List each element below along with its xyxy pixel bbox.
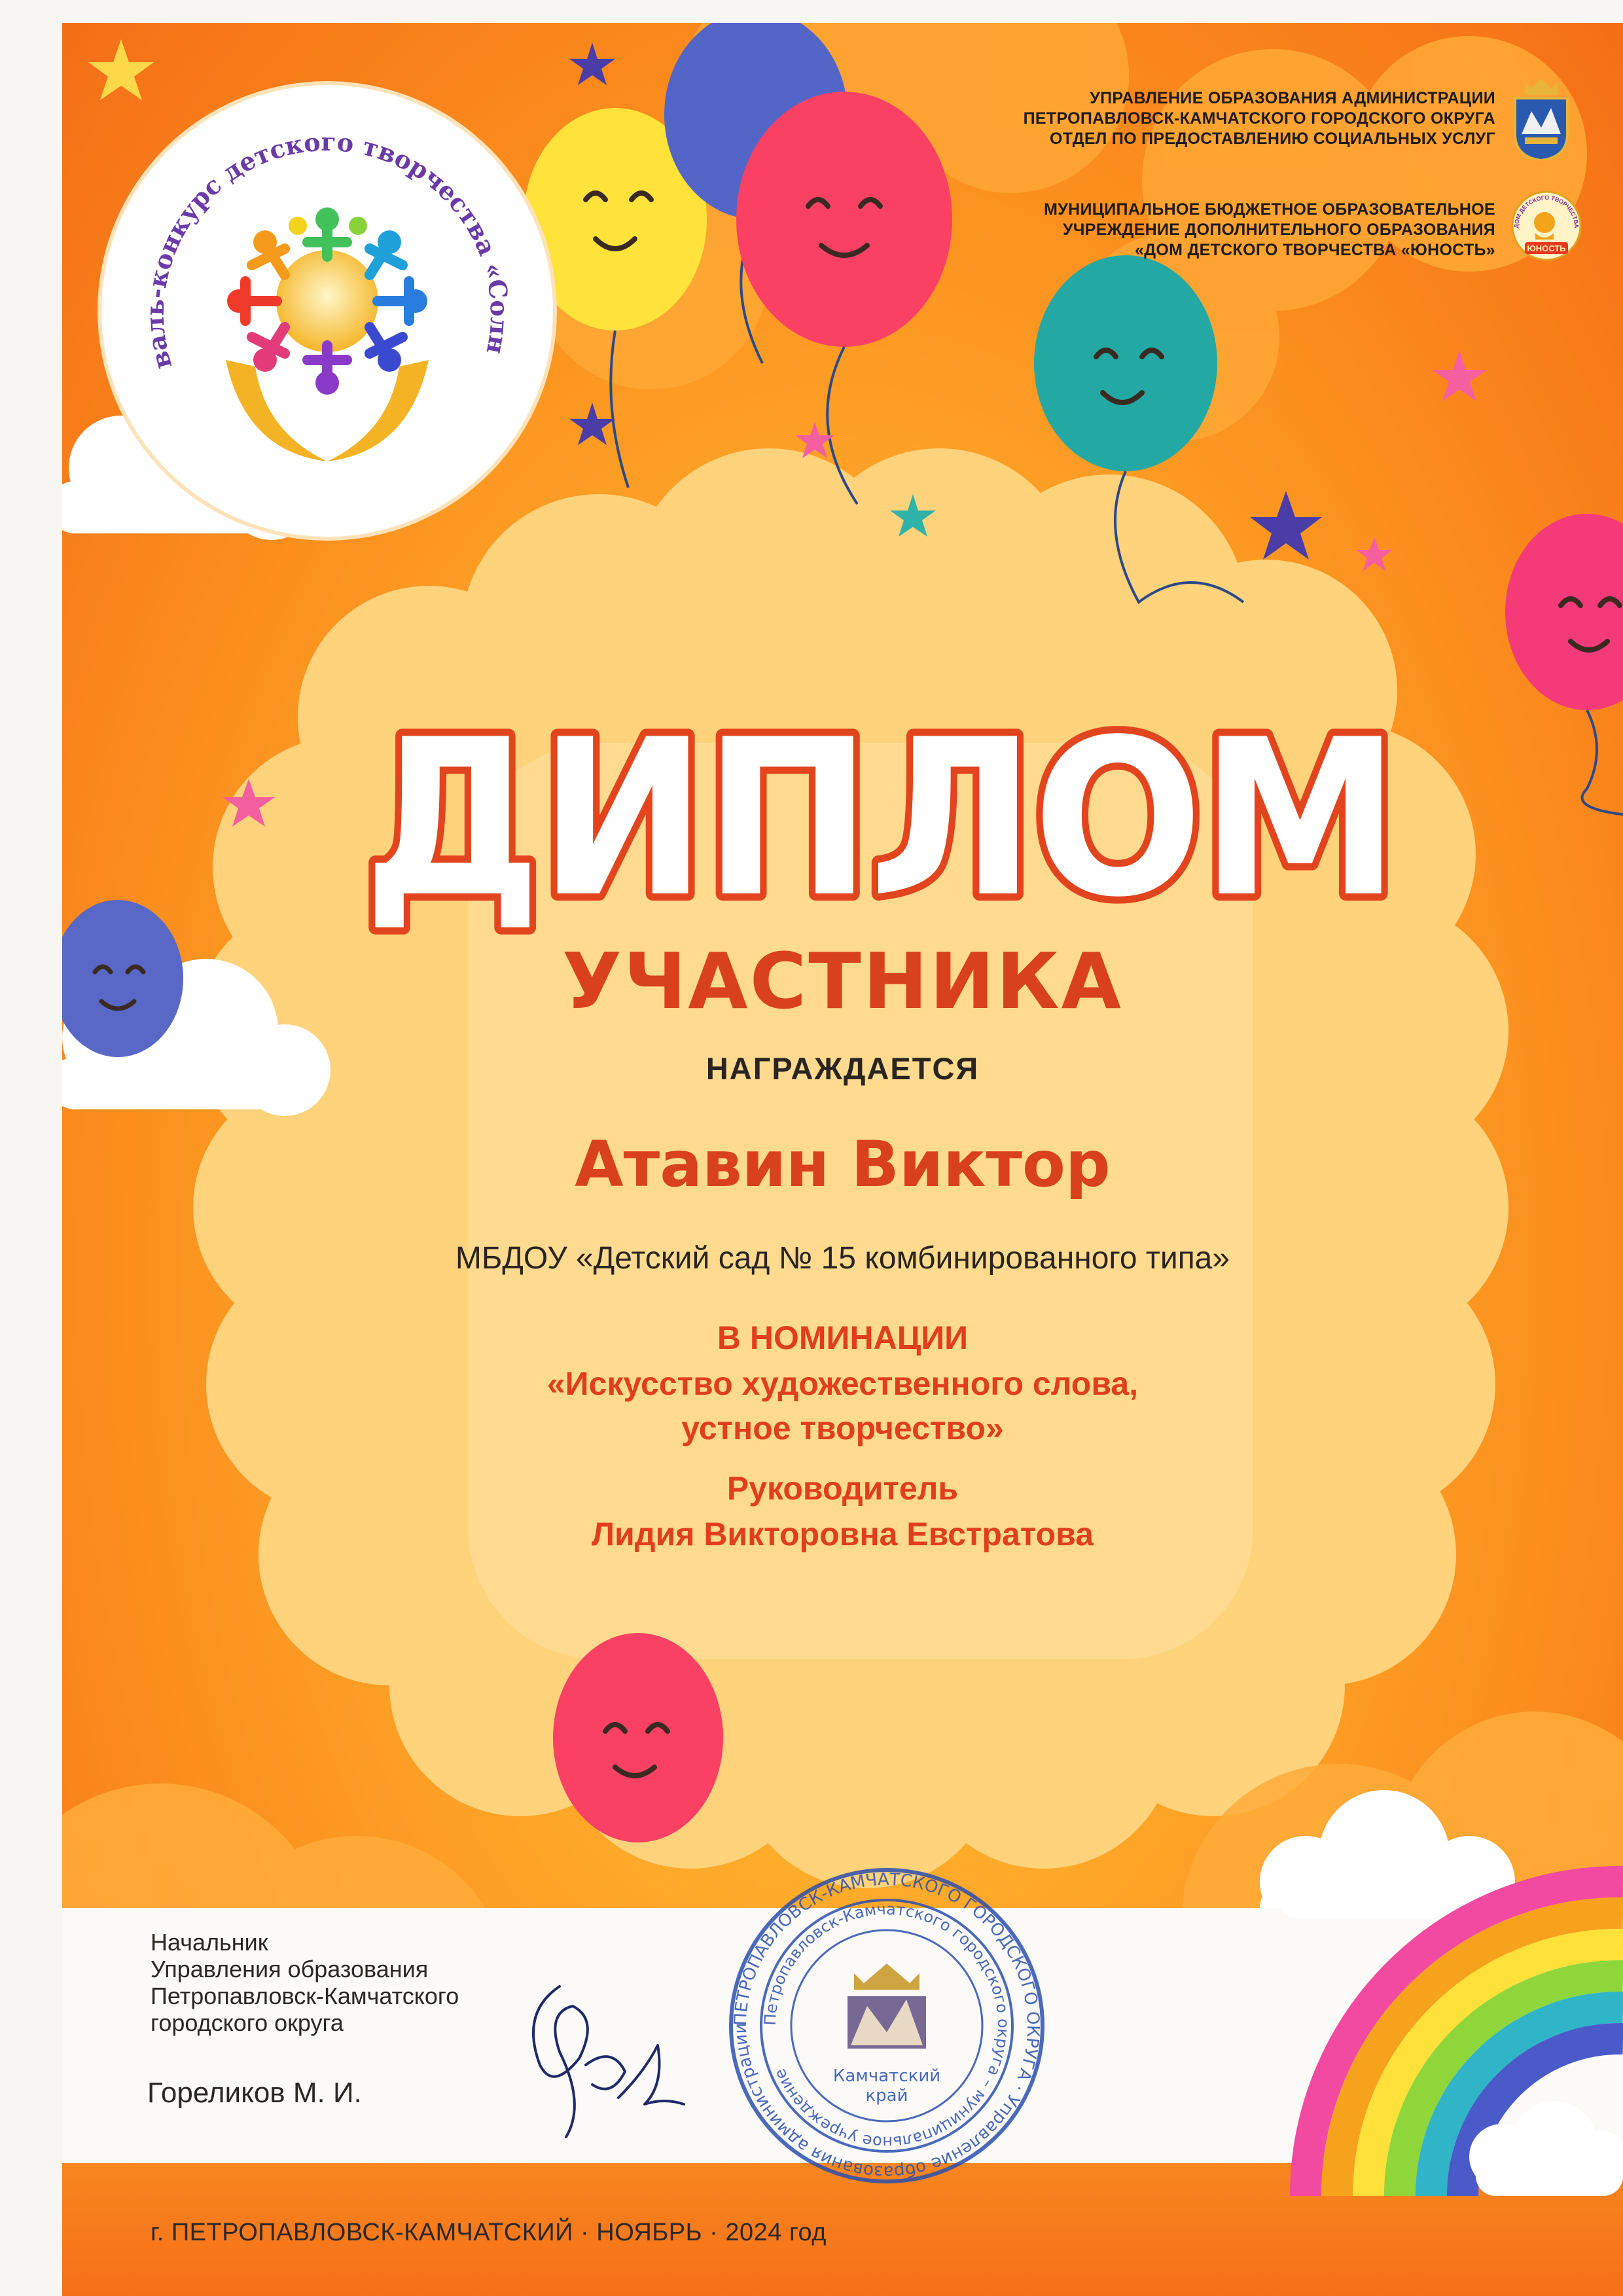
youth-house-logo bbox=[1510, 190, 1582, 262]
balloon-red-bottom bbox=[553, 1633, 723, 1842]
org1-line-2: ПЕТРОПАВЛОВСК-КАМЧАТСКОГО ГОРОДСКОГО ОКРУГА bbox=[1023, 109, 1495, 128]
org-education-department bbox=[1024, 88, 1495, 149]
chief-line-2: Управления образования bbox=[151, 1956, 429, 1982]
org2-line-2: УЧРЕЖДЕНИЕ ДОПОЛНИТЕЛЬНОГО ОБРАЗОВАНИЯ bbox=[1063, 221, 1495, 239]
participant-name: Атавин Виктор bbox=[575, 1128, 1111, 1201]
org1-line-1: УПРАВЛЕНИЕ ОБРАЗОВАНИЯ АДМИНИСТРАЦИИ bbox=[1090, 89, 1495, 107]
diploma-subtitle: УЧАСТНИКА bbox=[562, 936, 1124, 1026]
seal-crest-icon bbox=[847, 1964, 926, 2049]
city-date-line: г. ПЕТРОПАВЛОВСК-КАМЧАТСКИЙ · НОЯБРЬ · 2024 год bbox=[151, 2219, 827, 2246]
sun-icon bbox=[276, 250, 378, 352]
festival-logo bbox=[101, 85, 553, 537]
awarded-label: НАГРАЖДАЕТСЯ bbox=[705, 1051, 980, 1086]
balloon-pink-right bbox=[1505, 514, 1623, 815]
nomination-label: В НОМИНАЦИИ bbox=[717, 1319, 969, 1356]
balloon-red-top bbox=[736, 92, 952, 504]
right-hand-icon bbox=[327, 360, 429, 461]
youth-logo-text: ЮНОСТЬ bbox=[1527, 243, 1566, 253]
nomination-line-2: устное творчество» bbox=[681, 1410, 1004, 1446]
leader-label: Руководитель bbox=[726, 1470, 959, 1507]
org2-line-3: «ДОМ ДЕТСКОГО ТВОРЧЕСТВА «ЮНОСТЬ» bbox=[1135, 241, 1495, 259]
seal-center-top: Камчатский bbox=[832, 2066, 941, 2086]
institution-name: МБДОУ «Детский сад № 15 комбинированного типа» bbox=[455, 1241, 1230, 1276]
handwritten-signature bbox=[481, 1960, 717, 2144]
org2-line-1: МУНИЦИПАЛЬНОЕ БЮДЖЕТНОЕ ОБРАЗОВАТЕЛЬНОЕ bbox=[1044, 200, 1495, 219]
chief-line-4: городского округа bbox=[151, 2009, 344, 2036]
mascot-icon bbox=[1534, 212, 1555, 233]
org-youth-house bbox=[1044, 200, 1495, 260]
diploma-title bbox=[350, 677, 1410, 952]
diploma-sheet bbox=[62, 23, 1623, 2296]
seal-center-bottom: край bbox=[865, 2086, 908, 2106]
youth-logo-arc-path: ДОМ ДЕТСКОГО ТВОРЧЕСТВА bbox=[1512, 194, 1580, 228]
seal-outer-path: ПЕТРОПАВЛОВСК-КАМЧАТСКОГО ГОРОДСКОГО ОКРУГА · Управление образования администрации bbox=[730, 1869, 1043, 2182]
chief-line-3: Петропавловск-Камчатского bbox=[151, 1982, 459, 2009]
festival-emblem bbox=[101, 85, 553, 537]
nomination-line-1: «Искусство художественного слова, bbox=[546, 1365, 1139, 1402]
festival-arc-path: валь-конкурс детского творчества «Солн bbox=[139, 126, 515, 373]
official-seal bbox=[723, 1862, 1050, 2189]
rainbow-icon bbox=[1227, 1790, 1623, 2196]
title-text: ДИПЛОМ bbox=[363, 693, 1397, 944]
seal-inner-path: Петропавловск-Камчатского городского округа – муниципальное учреждение bbox=[760, 1899, 1013, 2152]
leader-name: Лидия Викторовна Евстратова bbox=[591, 1516, 1094, 1552]
chief-line-1: Начальник bbox=[151, 1929, 268, 1956]
city-crest-icon bbox=[1512, 75, 1571, 160]
org1-line-3: ОТДЕЛ ПО ПРЕДОСТАВЛЕНИЮ СОЦИАЛЬНЫХ УСЛУГ bbox=[1050, 130, 1495, 148]
signer-name: Гореликов М. И. bbox=[147, 2077, 362, 2109]
chief-title bbox=[151, 1929, 459, 2036]
left-hand-icon bbox=[226, 360, 327, 461]
